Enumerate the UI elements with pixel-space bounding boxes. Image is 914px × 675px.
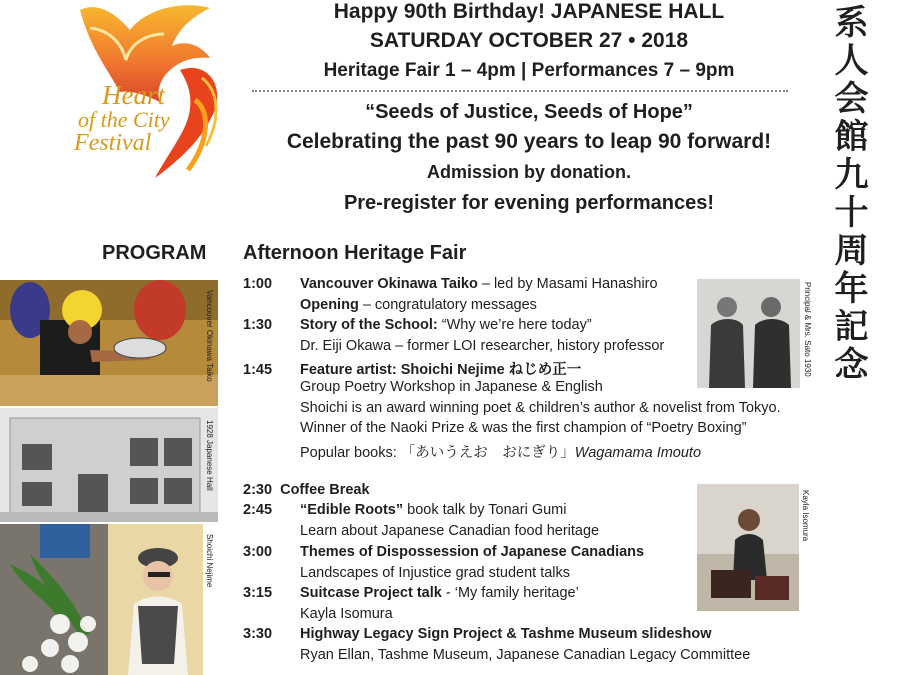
theme-quote: “Seeds of Justice, Seeds of Hope” — [365, 101, 693, 123]
header-birthday: Happy 90th Birthday! JAPANESE HALL — [333, 0, 725, 23]
schedule-row — [300, 297, 537, 313]
time: 1:30 — [243, 317, 273, 333]
time: 3:00 — [243, 544, 273, 560]
schedule-row: Landscapes of Injustice grad student talks — [300, 565, 571, 581]
schedule-row — [243, 585, 579, 601]
caption-taiko: Vancouver Okinawa Taiko — [205, 290, 214, 382]
caption-kayla: Kayla Isomura — [801, 490, 810, 542]
time: 3:30 — [243, 626, 273, 642]
session-title: Themes of Dispossession of Japanese Canadians — [300, 544, 645, 560]
session-detail: – led by Masami Hanashiro — [477, 276, 658, 292]
admission-note: Admission by donation. — [426, 162, 631, 182]
time: 2:30 — [243, 482, 273, 498]
logo-line-festival: Festival — [74, 130, 152, 156]
schedule-row — [243, 626, 711, 642]
caption-hall: 1928 Japanese Hall — [205, 420, 214, 491]
schedule-row — [243, 317, 592, 333]
session-title: Highway Legacy Sign Project & Tashme Museum slideshow — [300, 626, 712, 642]
session-detail: “Why we’re here today” — [437, 317, 592, 333]
taiko-photo — [0, 280, 218, 406]
time: 2:45 — [243, 502, 273, 518]
afternoon-heading: Afternoon Heritage Fair — [243, 242, 467, 264]
vegetables-photo — [0, 524, 108, 675]
caption-principal: Principal & Mrs. Sato 1930 — [803, 282, 812, 377]
shoichi-photo — [108, 524, 203, 675]
schedule-row — [243, 358, 581, 379]
logo-wordmark — [74, 82, 184, 155]
schedule-row: Kayla Isomura — [300, 606, 393, 622]
program-label: PROGRAM — [102, 242, 207, 264]
session-title: Story of the School: — [300, 317, 438, 333]
dotted-divider — [252, 90, 788, 92]
session-title: Feature artist: Shoichi Nejime — [300, 362, 505, 378]
book-title-jp: 「あいうえお おにぎり」 — [400, 445, 575, 461]
session-title-jp: ねじめ正一 — [504, 362, 582, 378]
book-title-en: Wagamama Imouto — [574, 445, 702, 461]
caption-shoichi: Shoichi Nejime — [205, 534, 214, 588]
schedule-row — [243, 482, 370, 498]
schedule-row: Ryan Ellan, Tashme Museum, Japanese Canadian Legacy Committee — [300, 647, 751, 663]
schedule-row: Shoichi is an award winning poet & children’s author & novelist from Tokyo. — [300, 400, 781, 416]
schedule-row — [243, 276, 658, 292]
schedule-row: Dr. Eiji Okawa – former LOI researcher, history professor — [300, 338, 665, 354]
theme-celebrate: Celebrating the past 90 years to leap 90 forward! — [286, 130, 772, 153]
principal-sato-photo — [697, 279, 800, 388]
schedule-row: Learn about Japanese Canadian food heritage — [300, 523, 600, 539]
header-date: SATURDAY OCTOBER 27 • 2018 — [369, 29, 689, 52]
schedule-row: Group Poetry Workshop in Japanese & English — [300, 379, 603, 395]
session-title: “Edible Roots” — [300, 502, 404, 518]
kayla-photo — [697, 484, 799, 611]
schedule-row — [243, 544, 644, 560]
vertical-japanese-title: 系人会館九十周年記念 — [829, 4, 867, 384]
japanese-hall-photo — [0, 408, 218, 522]
preregister-note: Pre-register for evening performances! — [343, 192, 715, 214]
books-label: Popular books: — [300, 445, 401, 461]
session-detail: - ‘My family heritage’ — [441, 585, 579, 601]
logo-line-city: of the City — [78, 107, 170, 132]
session-title: Suitcase Project talk — [300, 585, 442, 601]
session-detail: – congratulatory messages — [358, 297, 537, 313]
schedule-row — [243, 502, 566, 518]
logo-line-heart: Heart — [102, 80, 165, 110]
session-title: Vancouver Okinawa Taiko — [300, 276, 478, 292]
session-title: Opening — [300, 297, 359, 313]
schedule-row: Winner of the Naoki Prize & was the first champion of “Poetry Boxing” — [300, 420, 747, 436]
session-title: Coffee Break — [280, 482, 370, 498]
time: 1:00 — [243, 276, 273, 292]
session-detail: book talk by Tonari Gumi — [403, 502, 567, 518]
time: 1:45 — [243, 362, 273, 378]
time: 3:15 — [243, 585, 273, 601]
header-times: Heritage Fair 1 – 4pm | Performances 7 – 9pm — [323, 60, 735, 81]
schedule-row — [300, 441, 701, 462]
